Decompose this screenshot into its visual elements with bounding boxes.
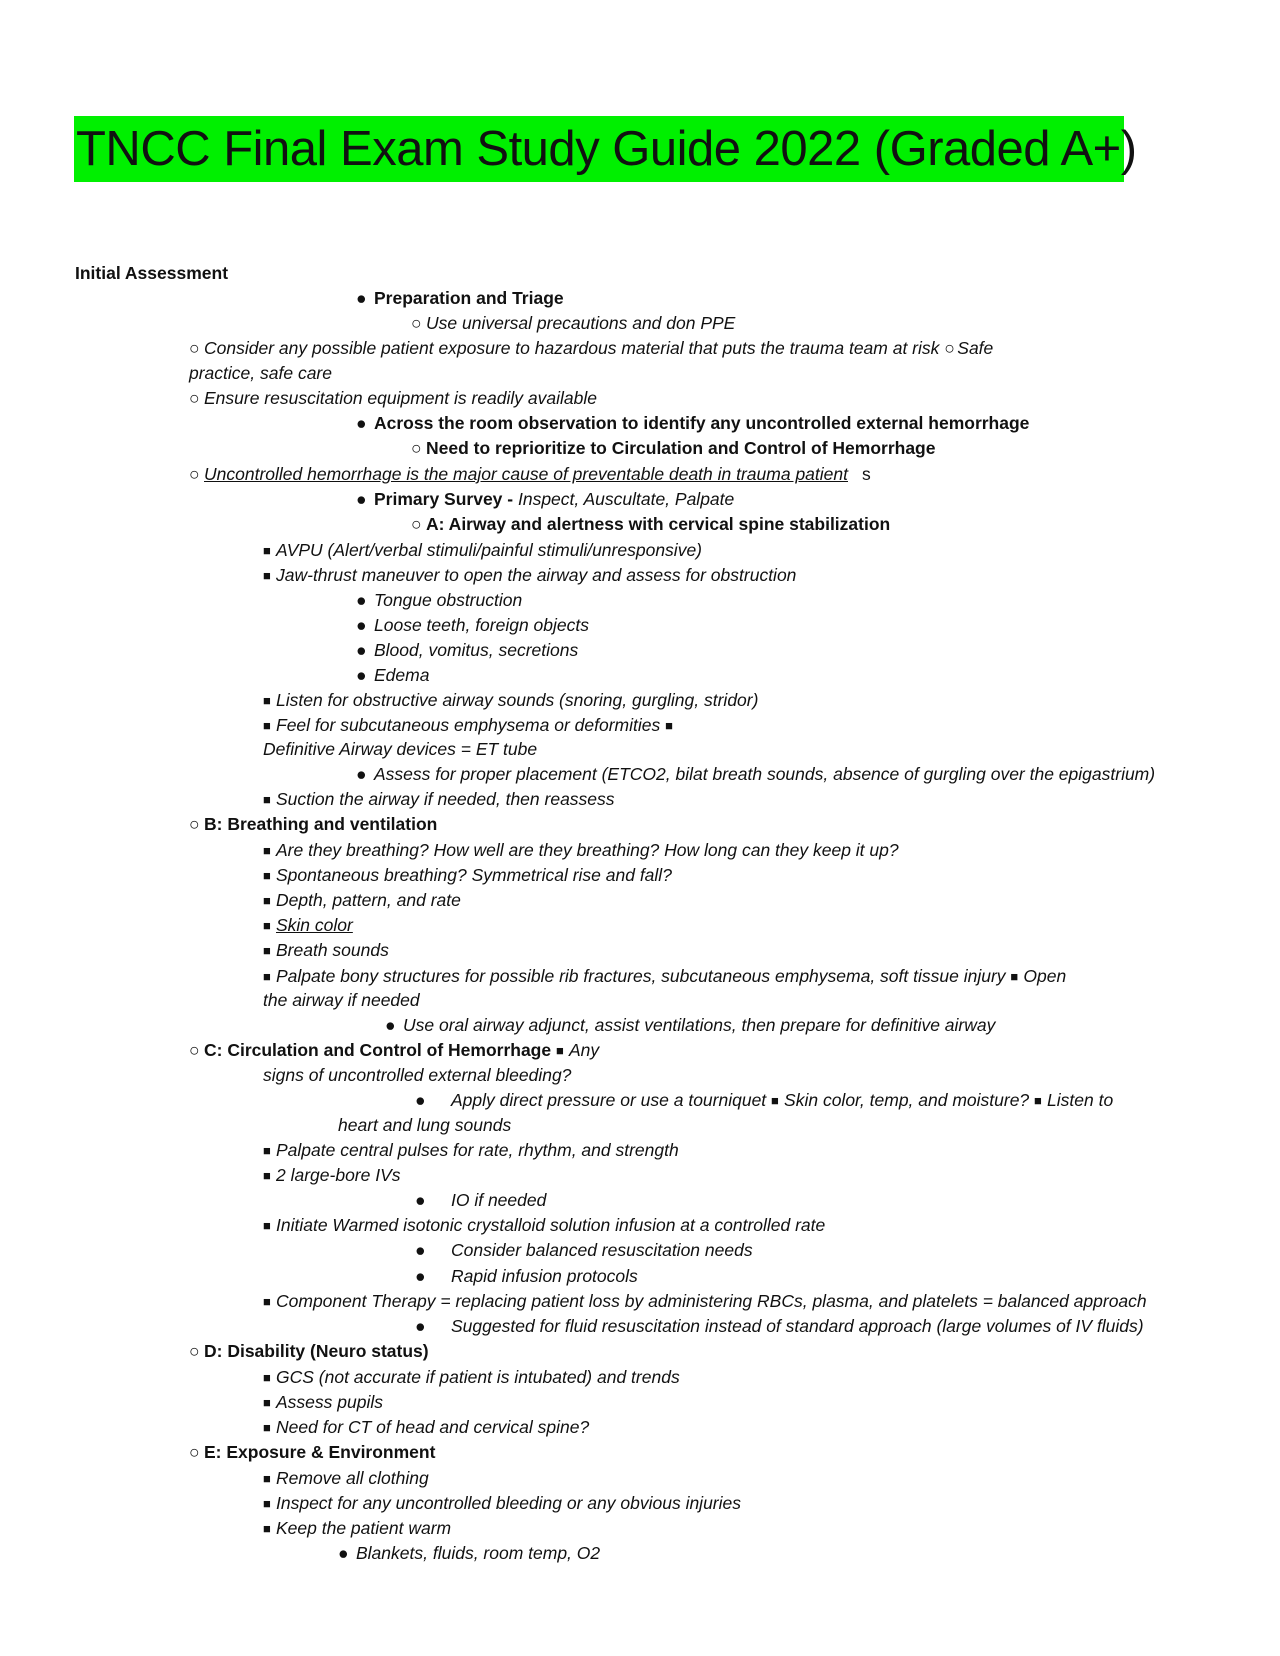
list-item	[356, 615, 589, 636]
list-item	[415, 1266, 638, 1287]
bullet-icon: ●	[356, 413, 367, 433]
list-item	[356, 590, 522, 611]
square-bullet-icon: ■	[263, 1395, 271, 1410]
square-bullet-icon: ■	[263, 969, 271, 984]
line-text: Uncontrolled hemorrhage is the major cause of preventable death in trauma patient	[204, 464, 848, 484]
section-subheading	[189, 814, 437, 835]
square-bullet-icon: ■	[263, 1370, 271, 1385]
square-bullet-icon: ■	[263, 868, 271, 883]
list-item-continuation	[338, 1115, 511, 1136]
line-text: A: Airway and alertness with cervical spine stabilization	[426, 514, 891, 534]
square-bullet-icon: ■	[263, 718, 271, 733]
line-text: Keep the patient warm	[276, 1518, 452, 1538]
square-bullet-icon: ■	[263, 943, 271, 958]
list-item	[411, 514, 890, 535]
square-bullet-icon: ■	[263, 843, 271, 858]
bullet-icon: ●	[415, 1316, 426, 1336]
list-item	[263, 540, 702, 561]
line-text: Suggested for fluid resuscitation instead of standard approach (large volumes of IV fluids)	[451, 1316, 1144, 1336]
circle-bullet-icon: ○	[189, 814, 200, 834]
list-item	[411, 438, 935, 459]
circle-bullet-icon: ○	[411, 438, 422, 458]
square-bullet-icon: ■	[263, 1496, 271, 1511]
list-item	[263, 915, 353, 936]
line-text: E: Exposure & Environment	[204, 1442, 436, 1462]
line-text: practice, safe care	[189, 363, 332, 383]
list-item	[415, 1190, 546, 1211]
line-text: B: Breathing and ventilation	[204, 814, 438, 834]
list-item	[263, 890, 461, 911]
line-text: Feel for subcutaneous emphysema or deformities	[276, 715, 661, 735]
line-text: s	[862, 464, 871, 484]
line-text: Rapid infusion protocols	[451, 1266, 638, 1286]
list-item	[415, 1316, 1144, 1337]
line-text: IO if needed	[451, 1190, 547, 1210]
line-text: Are they breathing? How well are they breathing? How long can they keep it up?	[276, 840, 899, 860]
bullet-icon: ●	[356, 665, 367, 685]
list-item	[263, 1417, 589, 1438]
document-title: TNCC Final Exam Study Guide 2022 (Graded A+)	[76, 121, 1137, 176]
bullet-icon: ●	[415, 1190, 426, 1210]
list-item	[415, 1240, 753, 1261]
list-item	[263, 865, 672, 886]
circle-bullet-icon: ○	[411, 514, 422, 534]
circle-bullet-icon: ○	[189, 338, 200, 358]
line-text: Open	[1023, 966, 1067, 986]
line-text: Need to reprioritize to Circulation and Control of Hemorrhage	[426, 438, 936, 458]
circle-bullet-icon: ○	[189, 1442, 200, 1462]
line-text: 2 large-bore IVs	[276, 1165, 401, 1185]
line-text: C: Circulation and Control of Hemorrhage	[204, 1040, 552, 1060]
square-bullet-icon: ■	[263, 568, 271, 583]
list-item	[263, 1215, 825, 1236]
line-text: Safe	[957, 338, 994, 358]
square-bullet-icon: ■	[263, 543, 271, 558]
circle-bullet-icon: ○	[189, 388, 200, 408]
bullet-icon: ●	[415, 1266, 426, 1286]
line-text: Consider any possible patient exposure to hazardous material that puts the trauma team at risk	[204, 338, 940, 358]
line-text: Ensure resuscitation equipment is readily available	[204, 388, 597, 408]
section-subheading	[189, 1040, 599, 1061]
document-title-highlight	[74, 116, 1137, 182]
line-text: Component Therapy = replacing patient loss by administering RBCs, plasma, and platelets = balanced approach	[276, 1291, 1147, 1311]
line-text: Breath sounds	[276, 940, 389, 960]
list-item	[263, 565, 796, 586]
list-item	[189, 338, 993, 359]
list-item-continuation	[189, 363, 332, 384]
square-bullet-icon: ■	[555, 1043, 564, 1058]
circle-bullet-icon: ○	[189, 1040, 200, 1060]
list-item	[356, 413, 1029, 434]
square-bullet-icon: ■	[263, 1168, 271, 1183]
list-item	[263, 715, 678, 736]
list-item	[263, 940, 389, 961]
line-text: Tongue obstruction	[374, 590, 523, 610]
bullet-icon: ●	[338, 1543, 349, 1563]
list-item	[415, 1090, 1113, 1111]
section-subheading	[189, 1442, 435, 1463]
line-text: Skin color, temp, and moisture?	[784, 1090, 1030, 1110]
circle-bullet-icon: ○	[189, 1341, 200, 1361]
line-text: Definitive Airway devices = ET tube	[263, 739, 538, 759]
square-bullet-icon: ■	[263, 1218, 271, 1233]
bullet-icon: ●	[356, 764, 367, 784]
square-bullet-icon: ■	[1010, 969, 1019, 984]
line-text: GCS (not accurate if patient is intubated) and trends	[276, 1367, 680, 1387]
list-item	[385, 1015, 995, 1036]
section-subheading	[189, 1341, 429, 1362]
circle-bullet-icon: ○	[189, 464, 200, 484]
list-item	[356, 489, 734, 510]
bullet-icon: ●	[356, 640, 367, 660]
line-text: the airway if needed	[263, 990, 420, 1010]
square-bullet-icon: ■	[665, 718, 673, 733]
line-text: Use universal precautions and don PPE	[426, 313, 736, 333]
line-text: Palpate bony structures for possible rib fractures, subcutaneous emphysema, soft tissue injury	[276, 966, 1006, 986]
list-item	[263, 1140, 679, 1161]
square-bullet-icon: ■	[771, 1093, 779, 1108]
line-text: Consider balanced resuscitation needs	[451, 1240, 753, 1260]
bullet-icon: ●	[385, 1015, 396, 1035]
line-text: Listen for obstructive airway sounds (snoring, gurgling, stridor)	[276, 690, 759, 710]
list-item	[263, 1468, 429, 1489]
list-item	[263, 1291, 1147, 1312]
line-text: Assess pupils	[276, 1392, 383, 1412]
line-text: Need for CT of head and cervical spine?	[276, 1417, 590, 1437]
list-item	[263, 1392, 383, 1413]
circle-bullet-icon: ○	[944, 338, 955, 358]
list-item	[263, 1493, 741, 1514]
line-text: Depth, pattern, and rate	[276, 890, 461, 910]
line-text: Initial Assessment	[75, 263, 229, 283]
list-item	[356, 665, 429, 686]
line-text: AVPU (Alert/verbal stimuli/painful stimuli/unresponsive)	[276, 540, 702, 560]
square-bullet-icon: ■	[263, 1143, 271, 1158]
list-item	[189, 464, 871, 485]
line-text: Loose teeth, foreign objects	[374, 615, 590, 635]
line-text: Preparation and Triage	[374, 288, 564, 308]
line-text: Initiate Warmed isotonic crystalloid solution infusion at a controlled rate	[276, 1215, 826, 1235]
square-bullet-icon: ■	[263, 1471, 271, 1486]
line-text: signs of uncontrolled external bleeding?	[263, 1065, 572, 1085]
line-text: Jaw-thrust maneuver to open the airway and assess for obstruction	[276, 565, 797, 585]
list-item-continuation	[263, 1065, 571, 1086]
line-text: Palpate central pulses for rate, rhythm, and strength	[276, 1140, 679, 1160]
bullet-icon: ●	[356, 615, 367, 635]
line-text: Inspect, Auscultate, Palpate	[517, 489, 735, 509]
square-bullet-icon: ■	[263, 693, 271, 708]
square-bullet-icon: ■	[263, 1521, 271, 1536]
list-item	[356, 640, 578, 661]
list-item-continuation	[263, 739, 537, 760]
list-item	[338, 1543, 600, 1564]
line-text: Any	[568, 1040, 600, 1060]
line-text: Suction the airway if needed, then reassess	[276, 789, 615, 809]
list-item	[189, 388, 597, 409]
list-item-continuation	[263, 990, 420, 1011]
line-text: Inspect for any uncontrolled bleeding or any obvious injuries	[276, 1493, 742, 1513]
square-bullet-icon: ■	[263, 1420, 271, 1435]
bullet-icon: ●	[415, 1090, 426, 1110]
bullet-icon: ●	[415, 1240, 426, 1260]
line-text: heart and lung sounds	[338, 1115, 512, 1135]
line-text: Remove all clothing	[276, 1468, 429, 1488]
line-text: Apply direct pressure or use a tourniquet	[451, 1090, 767, 1110]
list-item	[263, 690, 758, 711]
line-text: Across the room observation to identify any uncontrolled external hemorrhage	[374, 413, 1030, 433]
line-text: Assess for proper placement (ETCO2, bilat breath sounds, absence of gurgling over the epigastrium)	[374, 764, 1156, 784]
line-text: Use oral airway adjunct, assist ventilations, then prepare for definitive airway	[403, 1015, 996, 1035]
line-text: Edema	[374, 665, 430, 685]
line-text: Blood, vomitus, secretions	[374, 640, 579, 660]
line-text: D: Disability (Neuro status)	[204, 1341, 429, 1361]
list-item	[263, 1518, 451, 1539]
section-heading	[75, 263, 228, 284]
list-item	[263, 1367, 680, 1388]
line-text: Blankets, fluids, room temp, O2	[356, 1543, 601, 1563]
square-bullet-icon: ■	[263, 918, 271, 933]
line-text: Listen to	[1047, 1090, 1114, 1110]
line-text: Spontaneous breathing? Symmetrical rise and fall?	[276, 865, 672, 885]
line-text: Primary Survey -	[374, 489, 518, 509]
bullet-icon: ●	[356, 489, 367, 509]
list-item	[411, 313, 735, 334]
bullet-icon: ●	[356, 590, 367, 610]
list-item	[263, 966, 1066, 987]
square-bullet-icon: ■	[263, 893, 271, 908]
list-item	[356, 764, 1155, 785]
square-bullet-icon: ■	[263, 792, 271, 807]
square-bullet-icon: ■	[263, 1294, 271, 1309]
square-bullet-icon: ■	[1034, 1093, 1042, 1108]
list-item	[356, 288, 564, 309]
list-item	[263, 840, 899, 861]
list-item	[263, 789, 615, 810]
bullet-icon: ●	[356, 288, 367, 308]
circle-bullet-icon: ○	[411, 313, 422, 333]
list-item	[263, 1165, 401, 1186]
line-text: Skin color	[276, 915, 353, 935]
